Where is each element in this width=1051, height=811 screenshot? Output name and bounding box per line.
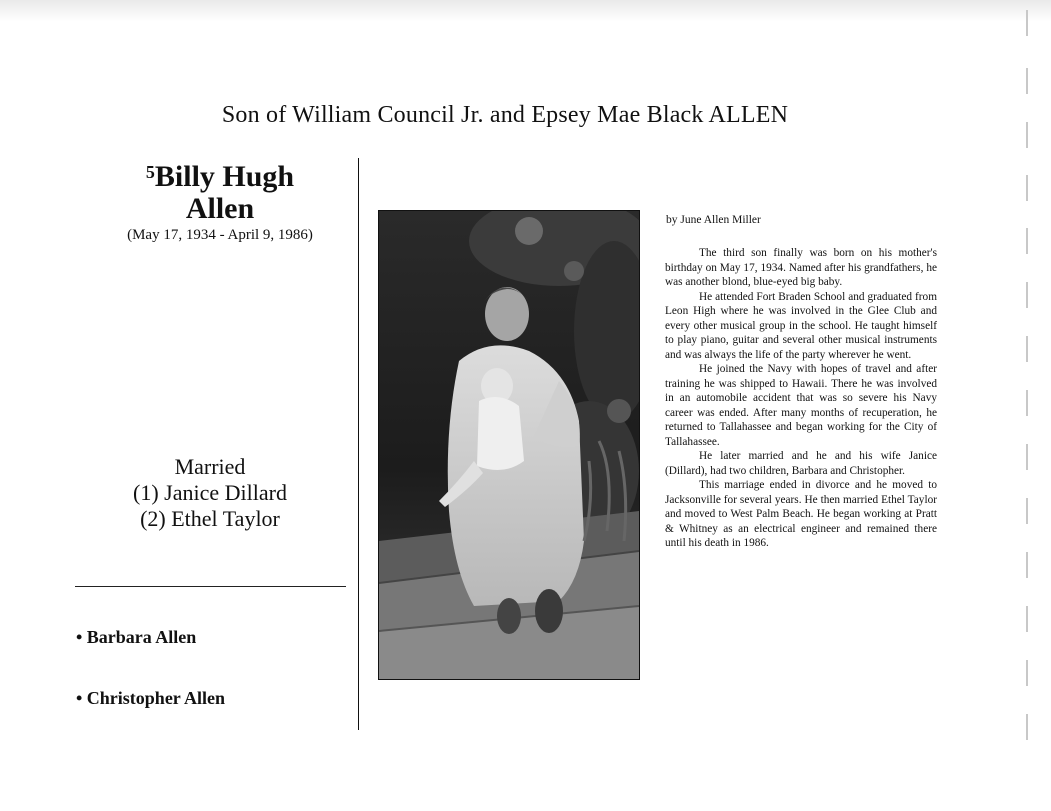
child-item: • Barbara Allen xyxy=(76,627,197,647)
married-title: Married xyxy=(174,454,246,479)
article-byline: by June Allen Miller xyxy=(666,214,761,226)
article-paragraph: He attended Fort Braden School and graduated from Leon High where he was involved in the Glee Club and every other musical group in the school. He taught himself to play piano, guitar and several other musical instruments and was always the life of the party wherever he went. xyxy=(665,290,937,361)
article-paragraph: This marriage ended in divorce and he moved to Jacksonville for several years. He then married Ethel Taylor and moved to West Palm Beach. He began working at Pratt & Whitney as an electrical engineer and remained there until his death in 1986. xyxy=(665,479,937,549)
article-paragraph: He later married and he and his wife Janice (Dillard), had two children, Barbara and Christopher. xyxy=(665,450,937,477)
person-header xyxy=(95,156,345,244)
column-divider xyxy=(358,158,359,730)
person-name-line1: Billy Hugh xyxy=(154,160,295,193)
photo-woman-with-baby xyxy=(378,210,640,680)
page-heading: Son of William Council Jr. and Epsey Mae Black ALLEN xyxy=(221,102,789,128)
article-body xyxy=(665,246,937,551)
scan-edge-marks xyxy=(1026,10,1030,800)
generation-number: 5 xyxy=(145,162,155,182)
person-dates: (May 17, 1934 - April 9, 1986) xyxy=(127,227,313,243)
marriage-block xyxy=(85,454,335,532)
person-name-line2: Allen xyxy=(185,192,255,225)
person-name xyxy=(95,156,345,225)
divider-line xyxy=(75,586,346,587)
article-paragraph: The third son finally was born on his mother's birthday on May 17, 1934. Named after his grandfathers, he was another blond, blue-eyed big baby. xyxy=(665,247,937,288)
scan-top-shading xyxy=(0,0,1051,22)
child-item: • Christopher Allen xyxy=(76,688,225,708)
article-paragraph: He joined the Navy with hopes of travel and after training he was shipped to Hawaii. There he was involved in an automobile accident that was so severe his Navy career was ended. After many months of recuperation, he returned to Tallahassee and began working for the City of Tallahassee. xyxy=(665,363,937,448)
spouse-1: (1) Janice Dillard xyxy=(133,480,287,505)
spouse-2: (2) Ethel Taylor xyxy=(140,506,280,531)
